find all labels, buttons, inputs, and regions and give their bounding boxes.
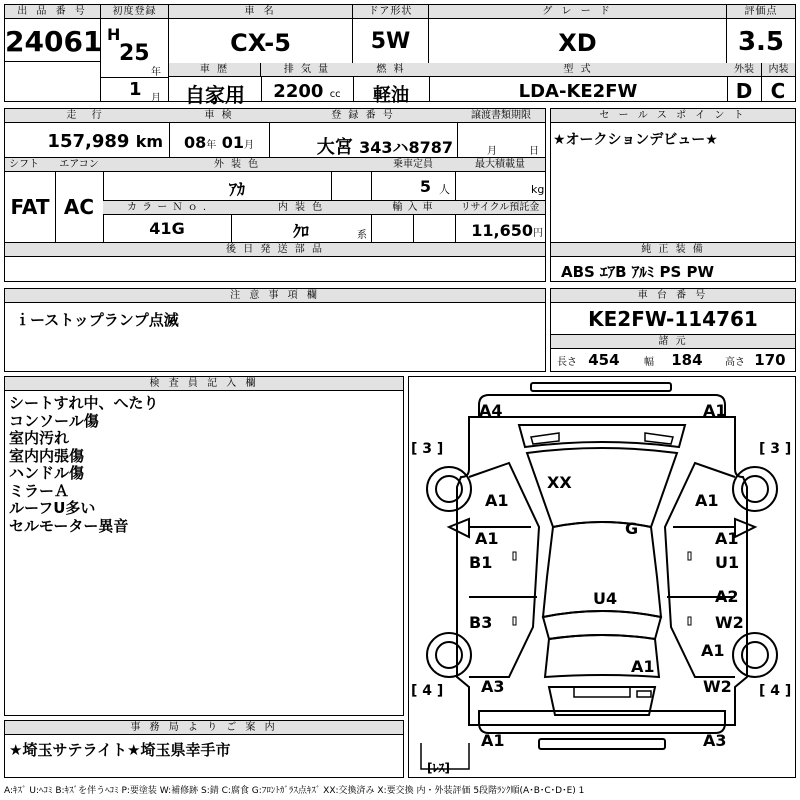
era: H — [107, 25, 121, 44]
recycle-label: リサイクル預託金 — [455, 201, 545, 215]
capacity-label: 乗車定員 — [371, 158, 455, 172]
door-label: ドア形状 — [353, 5, 428, 19]
shift-value: FAT — [10, 195, 50, 219]
inspector-note-line: コンソール傷 — [9, 411, 99, 430]
sales-point-text: ★オークションデビュー★ — [553, 132, 718, 148]
bracket-rear-right: [ 4 ] — [759, 683, 792, 699]
notes-text: ｉーストップランプ点滅 — [15, 311, 179, 329]
model-label: 型 式 — [429, 63, 727, 77]
registration-value: 大宮 343ハ8787 — [316, 137, 453, 158]
capacity-unit: 人 — [439, 183, 450, 196]
mileage-value: 157,989 km — [47, 131, 163, 152]
notes-label: 注 意 事 項 欄 — [5, 289, 545, 303]
width-label: 幅 — [644, 357, 655, 368]
damage-diagram-block — [408, 376, 796, 778]
damage-mark: A1 — [703, 401, 727, 420]
damage-mark: W2 — [703, 677, 732, 696]
month-unit: 月 — [151, 93, 161, 104]
bracket-rear-left: [ 4 ] — [411, 683, 444, 699]
inspection-value: 08年 01月 — [183, 133, 255, 152]
inspector-note-line: 室内内張傷 — [9, 446, 85, 465]
displacement-label: 排 気 量 — [261, 63, 353, 77]
length-value: 454 — [588, 351, 620, 369]
capacity-value: 5 — [419, 177, 431, 196]
first-reg-cell — [101, 5, 169, 104]
inspector-note-line: ミラーＡ — [9, 481, 70, 500]
int-color-unit: 系 — [357, 230, 367, 241]
damage-mark: B1 — [469, 553, 493, 572]
grade-label: グ レ ー ド — [429, 5, 726, 19]
aircon-label: エアコン — [55, 158, 103, 172]
inspector-note-line: シートすれ中、へたり — [9, 394, 159, 412]
sales-point-block — [550, 108, 796, 282]
lot-number: 24061 — [5, 25, 103, 58]
damage-mark: W2 — [715, 613, 744, 632]
ext-grade: D — [735, 79, 753, 103]
inspector-notes — [9, 395, 159, 535]
damage-mark: U1 — [715, 553, 740, 572]
transfer-label: 譲渡書類期限 — [457, 109, 545, 123]
damage-mark: A1 — [481, 731, 505, 750]
history-value: 自家用 — [185, 83, 245, 107]
specs-label: 諸 元 — [551, 335, 795, 349]
inspector-note-line: ハンドル傷 — [9, 464, 85, 482]
import-label: 輸 入 車 — [371, 201, 455, 215]
grade-value: XD — [558, 29, 597, 57]
year-unit: 年 — [151, 67, 161, 78]
bottom-label: [ﾚｽ] — [427, 761, 450, 775]
damage-mark: A4 — [479, 401, 503, 420]
first-reg-year: 25 — [119, 41, 150, 66]
damage-mark: A3 — [703, 731, 727, 750]
ext-color-label: 外 装 色 — [103, 158, 371, 172]
damage-mark: A3 — [481, 677, 505, 696]
inspection-label: 車 検 — [169, 109, 269, 123]
chassis-label: 車 台 番 号 — [551, 289, 795, 303]
score-cell — [727, 5, 795, 63]
specs-values — [557, 351, 786, 369]
damage-mark: A1 — [475, 529, 499, 548]
displacement-value: 2200 cc — [273, 81, 341, 102]
office-text: ★埼玉サテライト★埼玉県幸手市 — [9, 741, 231, 759]
km-unit: km — [135, 132, 163, 151]
damage-mark: A1 — [485, 491, 509, 510]
height-label: 高さ — [725, 357, 746, 368]
aircon-value: AC — [63, 195, 95, 219]
vehicle-info-block — [4, 108, 546, 282]
inspector-note-line: セルモーター異音 — [9, 516, 129, 535]
inspector-note-line: ルーフU多い — [9, 499, 96, 517]
damage-mark: U4 — [593, 589, 618, 608]
legend: A:ｷｽﾞ U:ﾍｺﾐ B:ｷｽﾞを伴うﾍｺﾐ P:要塗装 W:補修跡 S:錆 C:腐食 G:ﾌﾛﾝﾄｶﾞﾗｽ点ｷｽﾞ XX:交換済み X:要交換 内・外装評価 5段階ﾗﾝｸ順(A･B･C･D･E) 1 — [4, 786, 585, 796]
registration-label: 登 録 番 号 — [269, 109, 457, 123]
first-reg-month: 1 — [129, 79, 142, 100]
bracket-front-left: [ 3 ] — [411, 441, 444, 457]
height-value: 170 — [754, 351, 786, 369]
later-parts-label: 後 日 発 送 部 品 — [5, 243, 545, 257]
chassis-block — [550, 288, 796, 372]
int-grade-label: 内装 — [761, 63, 795, 77]
cc-unit: cc — [329, 89, 341, 100]
notes-block — [4, 288, 546, 372]
damage-mark: A1 — [715, 529, 739, 548]
equipment-label: 純 正 装 備 — [551, 243, 795, 257]
transfer-day: 日 — [529, 146, 539, 157]
ext-color-value: ｱｶ — [228, 180, 245, 199]
mileage-label: 走 行 — [5, 109, 169, 123]
history-label: 車 歴 — [169, 63, 261, 77]
car-name-label: 車 名 — [169, 5, 352, 19]
sales-point-label: セ ー ル ス ポ イ ン ト — [551, 109, 795, 123]
damage-mark: XX — [547, 473, 572, 492]
max-load-label: 最大積載量 — [455, 158, 545, 172]
shift-label: シフト — [5, 158, 55, 172]
bracket-front-right: [ 3 ] — [759, 441, 792, 457]
damage-mark: G — [625, 519, 639, 538]
car-diagram — [409, 377, 795, 777]
int-grade: C — [770, 79, 786, 103]
score-label: 評価点 — [727, 5, 795, 19]
car-name: CX-5 — [230, 29, 291, 57]
color-no-value: 41G — [149, 219, 185, 238]
ext-grade-label: 外装 — [727, 63, 761, 77]
inspector-note-line: 室内汚れ — [9, 429, 70, 447]
score-value: 3.5 — [737, 27, 785, 57]
inspector-label: 検 査 員 記 入 欄 — [5, 377, 403, 391]
lot-label: 出 品 番 号 — [5, 5, 100, 19]
inspector-block — [4, 376, 404, 716]
chassis-number: KE2FW-114761 — [588, 307, 758, 331]
office-label: 事 務 局 よ り ご 案 内 — [5, 721, 403, 735]
max-load-unit: kg — [531, 183, 545, 196]
transfer-month: 月 — [487, 146, 497, 157]
door-value: 5W — [370, 29, 411, 54]
lot-cell — [5, 5, 101, 101]
car-name-cell — [169, 5, 353, 63]
damage-mark: A1 — [631, 657, 655, 676]
int-color-value: ｸﾛ — [292, 222, 309, 241]
model-value: LDA-KE2FW — [518, 81, 638, 102]
int-color-label: 内 装 色 — [231, 201, 371, 215]
fuel-value: 軽油 — [373, 85, 409, 106]
door-cell — [353, 5, 429, 63]
length-label: 長さ — [557, 357, 577, 368]
office-block — [4, 720, 404, 778]
damage-mark: B3 — [469, 613, 493, 632]
damage-mark: A1 — [695, 491, 719, 510]
equipment-value: ABS ｴｱB ｱﾙﾐ PS PW — [561, 263, 715, 281]
first-reg-label: 初度登録 — [101, 5, 168, 19]
width-value: 184 — [671, 351, 703, 369]
damage-mark: A2 — [715, 587, 739, 606]
damage-mark: A1 — [701, 641, 725, 660]
grade-cell — [429, 5, 727, 63]
fuel-label: 燃 料 — [353, 63, 429, 77]
header-block — [4, 4, 796, 107]
color-no-label: カ ラ ー Ｎ ｏ . — [103, 201, 231, 215]
recycle-value: 11,650円 — [471, 221, 543, 240]
